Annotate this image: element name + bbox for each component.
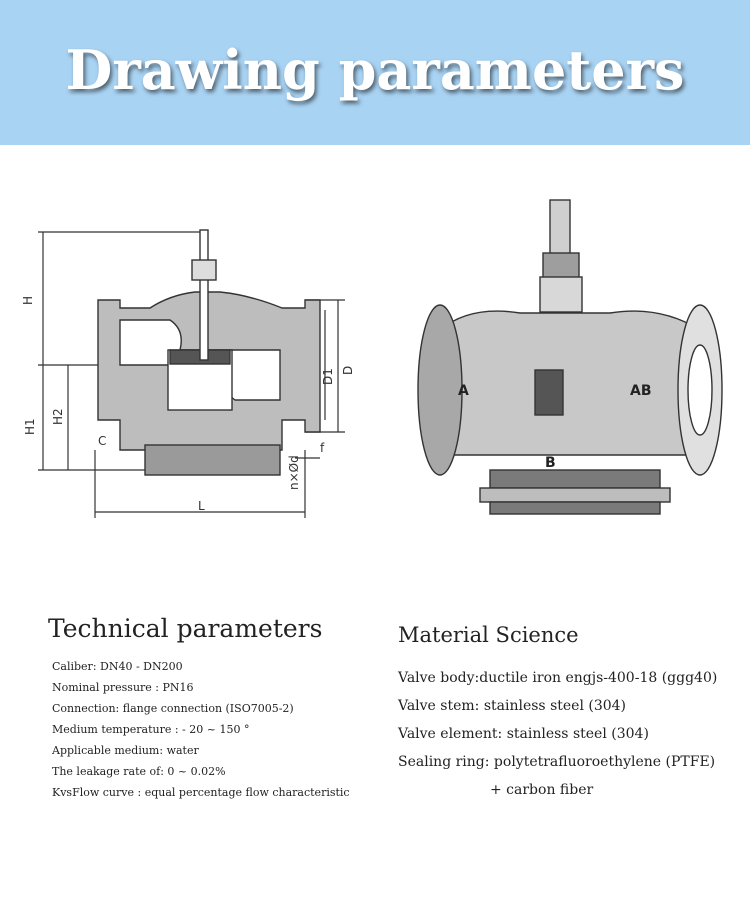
label-f: f (320, 441, 325, 455)
port-ab-label: AB (630, 383, 652, 399)
label-d: D (341, 365, 355, 375)
page-title: Drawing parameters (65, 38, 685, 102)
material-item-seal-extra: + carbon fiber (490, 782, 594, 798)
header-banner (0, 0, 750, 145)
technical-parameters-heading: Technical parameters (48, 614, 323, 643)
tech-item-flow-curve: KvsFlow curve : equal percentage flow characteristic (52, 786, 350, 799)
material-list (398, 664, 717, 804)
tech-item-temperature: Medium temperature : - 20 ~ 150 ° (52, 723, 250, 736)
port-a-label: A (458, 383, 469, 399)
material-item-body: Valve body:ductile iron engjs-400-18 (ggg40) (398, 670, 718, 686)
tech-item-caliber: Caliber: DN40 - DN200 (52, 660, 183, 673)
label-h: H (21, 295, 35, 305)
label-h1: H1 (23, 418, 37, 435)
material-item-stem: Valve stem: stainless steel (304) (398, 698, 627, 714)
label-l: L (198, 499, 205, 513)
tech-item-pressure: Nominal pressure : PN16 (52, 681, 194, 694)
material-item-seal: Sealing ring: polytetrafluoroethylene (PTFE) (398, 754, 716, 770)
valve-3d-drawing (400, 195, 730, 530)
material-item-element: Valve element: stainless steel (304) (398, 726, 649, 742)
tech-item-medium: Applicable medium: water (52, 744, 199, 757)
valve-dimension-drawing (20, 220, 355, 530)
tech-item-connection: Connection: flange connection (ISO7005-2) (52, 702, 294, 715)
label-c: C (98, 434, 107, 448)
port-b-label: B (545, 455, 556, 471)
tech-item-leakage: The leakage rate of: 0 ~ 0.02% (52, 765, 226, 778)
label-nxd: n×Ød (287, 455, 301, 490)
technical-parameters-list (52, 656, 350, 803)
label-h2: H2 (51, 408, 65, 425)
label-d1: D1 (321, 368, 335, 385)
material-science-heading: Material Science (398, 623, 579, 647)
